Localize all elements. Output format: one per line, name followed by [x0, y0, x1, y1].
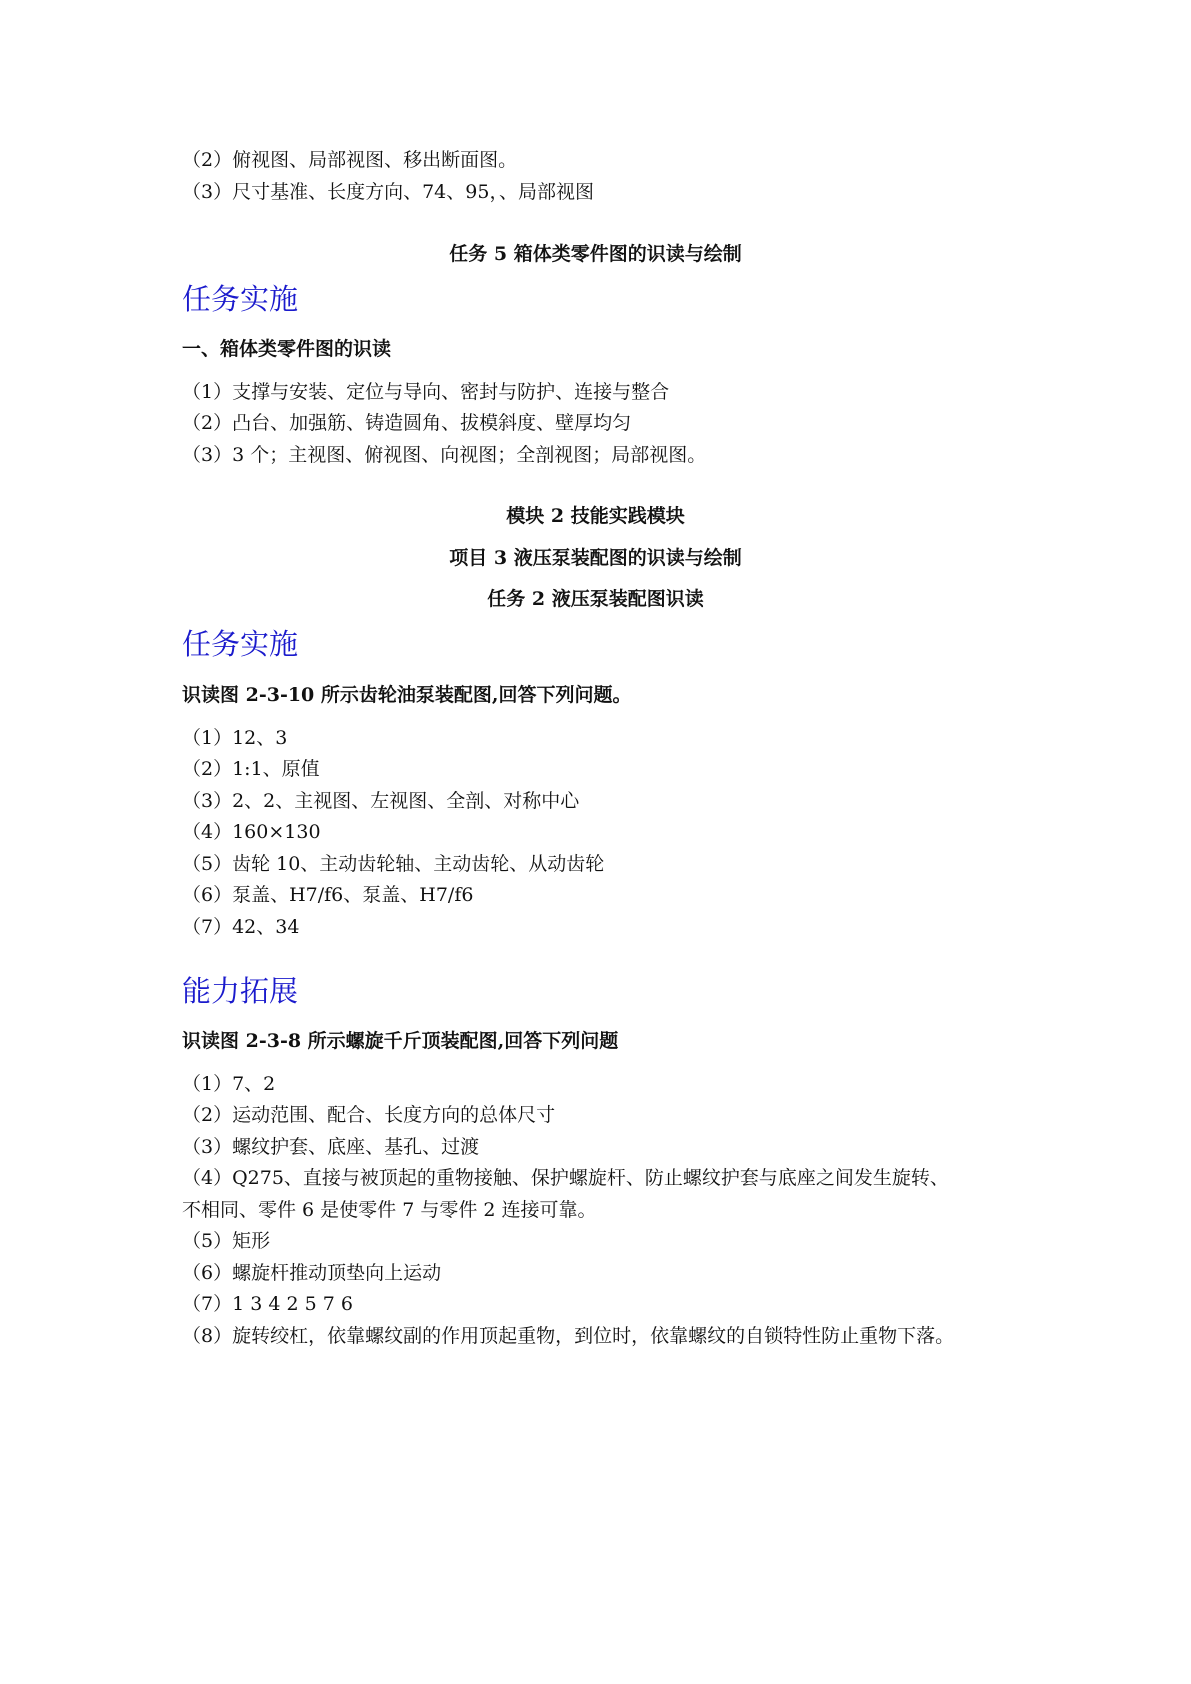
answer-line: （2）1:1、原值: [182, 758, 320, 780]
module-heading: 模块 2 技能实践模块: [506, 505, 685, 527]
section-title: 任务实施: [182, 282, 299, 316]
answer-line: （3）螺纹护套、底座、基孔、过渡: [182, 1136, 480, 1158]
answer-line: （3）3 个；主视图、俯视图、向视图；全剖视图；局部视图。: [182, 444, 707, 466]
answer-line: （6）泵盖、H7/f6、泵盖、H7/f6: [182, 884, 474, 906]
answer-line: （3）尺寸基准、长度方向、74、95，、局部视图: [182, 181, 594, 203]
project-heading: 项目 3 液压泵装配图的识读与绘制: [449, 547, 742, 569]
section-title: 任务实施: [182, 627, 299, 661]
section-title: 能力拓展: [182, 974, 299, 1008]
task-heading: 任务 2 液压泵装配图识读: [487, 588, 704, 610]
answer-line: （7）42、34: [182, 916, 300, 938]
answer-line: （2）凸台、加强筋、铸造圆角、拔模斜度、壁厚均匀: [182, 412, 632, 434]
answer-line: （4）160×130: [182, 821, 321, 843]
answer-line: （2）运动范围、配合、长度方向的总体尺寸: [182, 1104, 556, 1126]
answer-line-continuation: 不相同、零件 6 是使零件 7 与零件 2 连接可靠。: [182, 1199, 597, 1221]
answer-line: （1）7、2: [182, 1073, 276, 1095]
answer-line: （2）俯视图、局部视图、移出断面图。: [182, 149, 518, 171]
answer-line: （5）矩形: [182, 1230, 271, 1252]
answer-line: （3）2、2、主视图、左视图、全剖、对称中心: [182, 790, 580, 812]
answer-line: （6）螺旋杆推动顶垫向上运动: [182, 1262, 442, 1284]
sub-heading: 识读图 2-3-10 所示齿轮油泵装配图,回答下列问题。: [182, 684, 632, 706]
answer-line: （7）1 3 4 2 5 7 6: [182, 1293, 353, 1315]
answer-line: （5）齿轮 10、主动齿轮轴、主动齿轮、从动齿轮: [182, 853, 605, 875]
answer-line: （4）Q275、直接与被顶起的重物接触、保护螺旋杆、防止螺纹护套与底座之间发生旋转、: [182, 1167, 949, 1189]
answer-line: （1）12、3: [182, 727, 288, 749]
sub-heading: 识读图 2-3-8 所示螺旋千斤顶装配图,回答下列问题: [182, 1030, 619, 1052]
task-heading: 任务 5 箱体类零件图的识读与绘制: [449, 243, 742, 265]
sub-heading: 一、箱体类零件图的识读: [182, 338, 392, 360]
answer-line: （8）旋转绞杠，依靠螺纹副的作用顶起重物，到位时，依靠螺纹的自锁特性防止重物下落。: [182, 1325, 955, 1347]
answer-line: （1）支撑与安装、定位与导向、密封与防护、连接与整合: [182, 381, 670, 403]
